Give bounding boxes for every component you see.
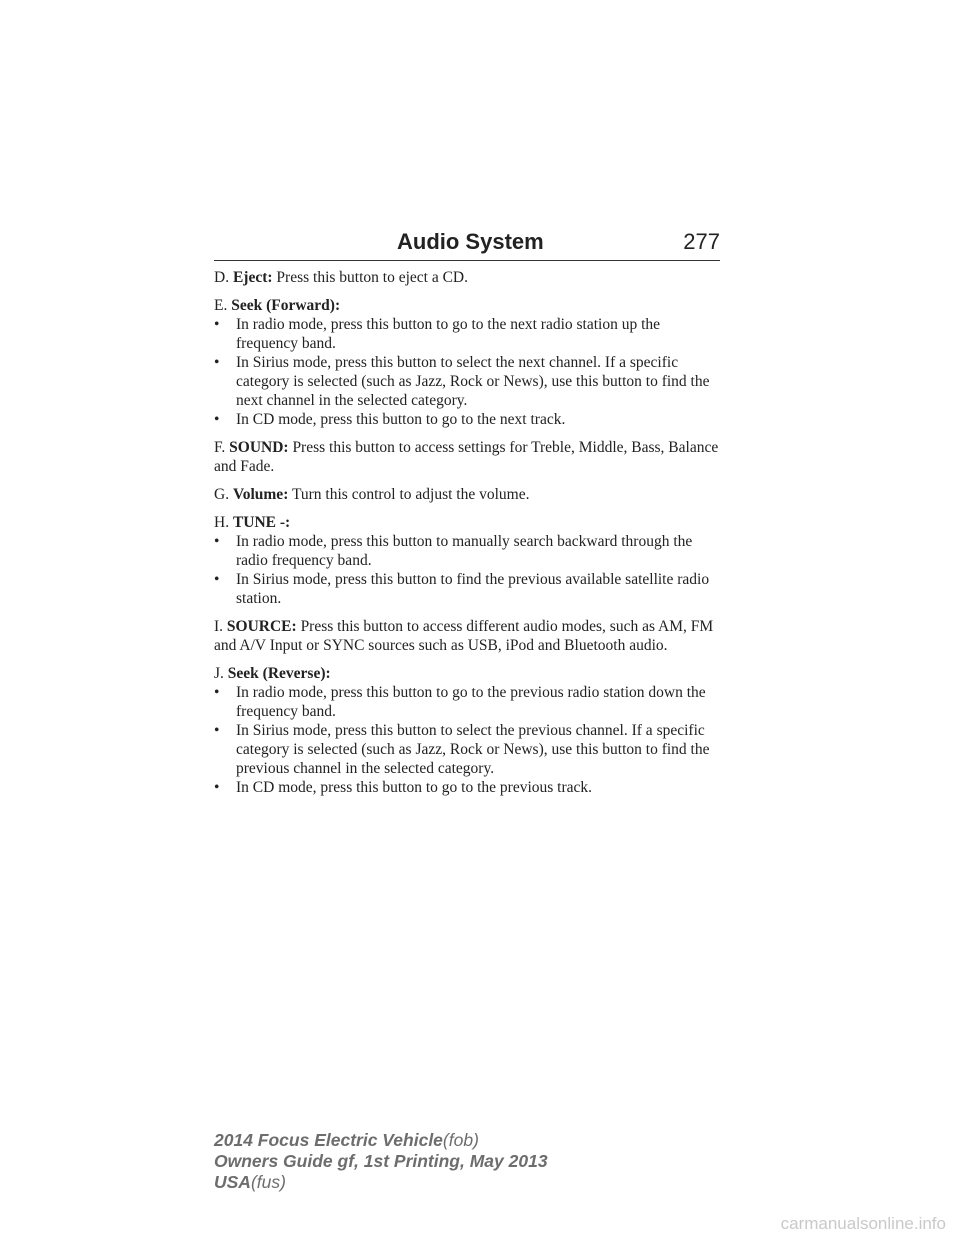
item-label: Eject:: [232, 269, 273, 286]
item-text: Turn this control to adjust the volume.: [291, 486, 530, 503]
list-item: • In Sirius mode, press this button to select the next channel. If a specific category is selected (such as Jazz, Rock or News), use this button to find the next channel in the selected category.: [214, 353, 724, 410]
item-letter: F.: [214, 439, 226, 456]
list-item: • In Sirius mode, press this button to find the previous available satellite radio station.: [214, 570, 724, 608]
item-letter: I.: [214, 618, 224, 635]
list-item: • In CD mode, press this button to go to the next track.: [214, 410, 724, 429]
item-label: Seek (Forward):: [231, 297, 341, 314]
footer-vehicle-code: (fob): [442, 1130, 479, 1150]
footer-line-3: [214, 1172, 548, 1193]
control-item-h: [214, 513, 724, 532]
control-item-d: [214, 268, 724, 287]
item-letter: G.: [214, 486, 230, 503]
list-item: • In radio mode, press this button to manually search backward through the radio frequency band.: [214, 532, 724, 570]
item-label: TUNE -:: [232, 514, 291, 531]
bullet-list-e: [214, 315, 724, 429]
bullet-list-h: [214, 532, 724, 608]
header-rule: [214, 260, 720, 261]
list-item: • In CD mode, press this button to go to the previous track.: [214, 778, 724, 797]
item-text: Press this button to access settings for Treble, Middle, Bass, Balance and Fade.: [214, 439, 719, 475]
page-content: [214, 268, 724, 806]
section-title: Audio System: [397, 229, 544, 254]
item-label: Volume:: [232, 486, 289, 503]
item-letter: J.: [214, 665, 224, 682]
footer-line-2: [214, 1151, 548, 1172]
page-number: 277: [683, 229, 720, 254]
footer-vehicle: 2014 Focus Electric Vehicle: [214, 1130, 443, 1150]
footer-market-code: (fus): [250, 1172, 286, 1192]
page-header: [214, 229, 720, 263]
footer-line-1: [214, 1130, 548, 1151]
footer-market: USA: [214, 1172, 251, 1192]
item-letter: H.: [214, 514, 230, 531]
list-item: • In Sirius mode, press this button to select the previous channel. If a specific category is selected (such as Jazz, Rock or News), use this button to find the previous channel in the selected category.: [214, 721, 724, 778]
item-label: SOURCE:: [226, 618, 297, 635]
watermark: carmanualsonline.info: [780, 1214, 946, 1233]
list-item: • In radio mode, press this button to go to the previous radio station down the frequency band.: [214, 683, 724, 721]
footer-guide-info: Owners Guide gf, 1st Printing, May 2013: [214, 1151, 548, 1171]
control-item-e: [214, 296, 724, 315]
list-item: • In radio mode, press this button to go to the next radio station up the frequency band.: [214, 315, 724, 353]
bullet-list-j: [214, 683, 724, 797]
control-item-i: [214, 617, 724, 655]
control-item-f: [214, 438, 724, 476]
document-footer: [214, 1130, 548, 1193]
control-item-j: [214, 664, 724, 683]
item-label: SOUND:: [229, 439, 289, 456]
item-label: Seek (Reverse):: [227, 665, 331, 682]
item-text: Press this button to eject a CD.: [276, 269, 468, 286]
item-text: Press this button to access different audio modes, such as AM, FM and A/V Input or SYNC sources such as USB, iPod and Bluetooth audio.: [214, 618, 714, 654]
control-item-g: [214, 485, 724, 504]
item-letter: E.: [214, 297, 228, 314]
item-letter: D.: [214, 269, 230, 286]
